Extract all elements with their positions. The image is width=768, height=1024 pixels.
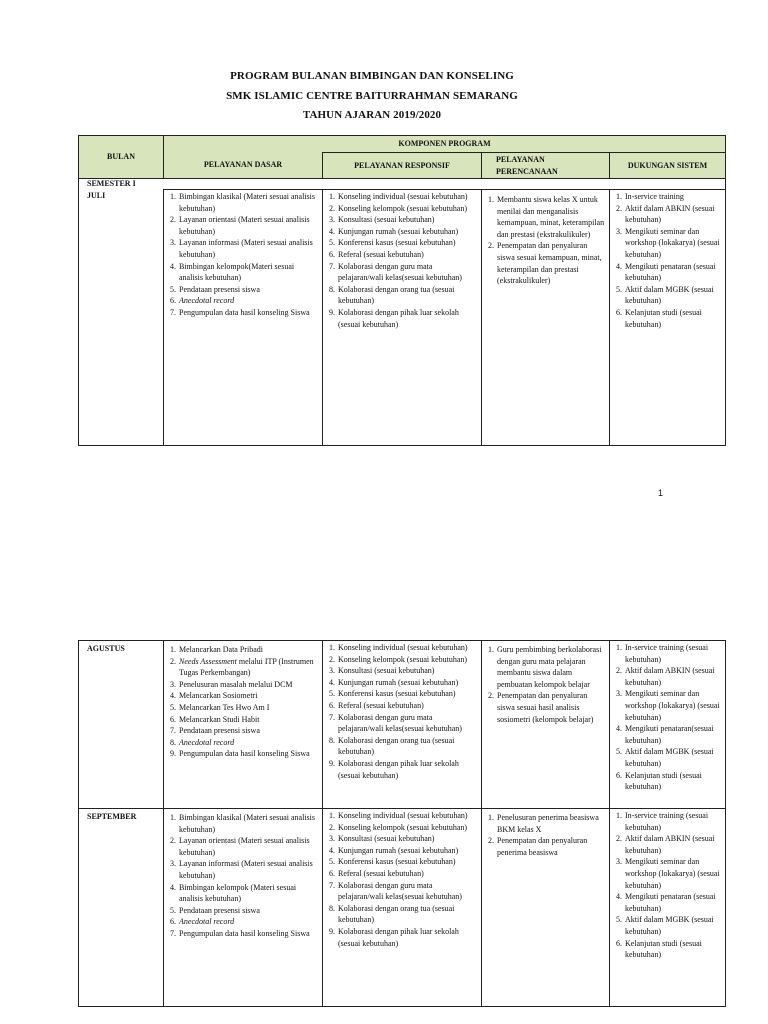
list-item-text: Penempatan dan penyaluran siswa sesuai kemampuan, minat, keterampilan dan prestasi (ekstrakulikuler) [497,241,602,286]
list-item-text: Referal (sesuai kebutuhan) [338,868,424,878]
list-item-text: Aktif dalam ABKIN (sesuai kebutuhan) [625,834,715,855]
list-item-number: 5. [329,689,335,699]
doc-title-line-3: TAHUN AJARAN 2019/2020 [302,109,442,121]
list-item-text: Aktif dalam MGBK (sesuai kebutuhan) [625,915,714,936]
list-item-number: 4. [329,226,335,236]
list-item [168,214,318,237]
list-item [327,191,477,203]
semester-label: SEMESTER I [79,179,726,190]
list-item-number: 3. [616,689,622,699]
list-item-text: Bimbingan kelompok (Materi sesuai analisis kebutuhan) [179,882,297,904]
list-item-number: 4. [170,882,176,892]
list-item [614,938,721,961]
list-item [486,194,605,240]
list-item-text: Mengikuti seminar dan workshop (lokakarya) (sesuai kebutuhan) [625,226,720,259]
list-item [168,261,318,284]
list-item-text: Bimbingan klasikal (Materi sesuai analisis kebutuhan) [179,813,315,834]
list-item-text: Aktif dalam MGBK (sesuai kebutuhan) [625,747,714,768]
list-item-number: 1. [329,811,335,820]
list-item-number: 1. [616,643,622,652]
list-item-text: Bimbingan klasikal (Materi sesuai analisis kebutuhan) [179,192,315,213]
list-item [168,858,318,881]
list-item [168,307,318,319]
list-item-number: 5. [616,747,622,757]
list-item-text: Mengikuti penataran (sesuai kebutuhan) [625,261,716,283]
list-item-text: Kelanjutan studi (sesuai kebutuhan) [625,770,702,792]
list-item-number: 6. [616,770,622,780]
list-item-number: 2. [170,836,176,846]
list-item-text: Konseling individual (sesuai kebutuhan) [338,643,468,652]
list-item [614,770,721,793]
list-item-text: Layanan informasi (Materi sesuai analisis kebutuhan) [179,859,313,880]
list-item-number: 5. [329,238,335,248]
list-item-text: Aktif dalam MGBK (sesuai kebutuhan) [625,284,714,306]
list-item-text: In-service training (sesuai kebutuhan) [625,811,709,832]
list-item [168,237,318,260]
table-row [79,190,726,446]
list-item [327,822,477,834]
list-item [168,284,318,296]
list-item-text: Pendataan presensi siswa [179,905,260,915]
list-item [168,644,318,656]
list-item-text: Needs Assessment melalui ITP (Instrumen Tugas Perkembangan) [179,656,314,678]
list-item-number: 6. [616,938,622,948]
list-item-number: 2. [488,691,494,701]
list-item-number: 9. [170,749,176,759]
cell-dasar [164,809,323,1007]
list-item-number: 7. [329,712,335,722]
list-item-number: 2. [329,822,335,832]
list-item-text: Kolaborasi dengan orang tua (sesuai kebutuhan) [338,735,455,757]
list-item-number: 2. [170,215,176,225]
list-item [168,882,318,905]
list-item-text: Kolaborasi dengan pihak luar sekolah (sesuai kebutuhan) [338,926,459,948]
list-item-number: 3. [616,857,622,867]
list-item [486,812,605,835]
list-item-text: Kolaborasi dengan guru mata pelajaran/wali kelas(sesuai kebutuhan) [338,261,462,283]
list-item-number: 2. [616,834,622,844]
list-item [614,688,721,723]
list-item-text: In-service training [625,192,684,201]
list-item [327,712,477,735]
list-item [327,226,477,238]
list-item-text: Pengumpulan data hasil konseling Siswa [179,749,310,759]
list-item-text: Kolaborasi dengan pihak luar sekolah (sesuai kebutuhan) [338,758,459,780]
list-item-text: Referal (sesuai kebutuhan) [338,249,424,259]
list-item-number: 3. [329,666,335,676]
list-item [327,868,477,880]
list-item [327,203,477,215]
list-item-number: 4. [170,691,176,701]
list-item [327,856,477,868]
list-item-number: 8. [329,903,335,913]
row-bulan: JULI [79,190,164,446]
list-item-number: 7. [170,928,176,938]
list-item-text: Kunjungan rumah (sesuai kebutuhan) [338,845,459,855]
list-item [168,928,318,940]
list-item [327,237,477,249]
row-bulan: SEPTEMBER [79,809,164,1007]
list-item-text: Kolaborasi dengan orang tua (sesuai kebutuhan) [338,903,455,925]
list-item-number: 4. [329,677,335,687]
list-item-number: 4. [616,261,622,271]
list-item [168,295,318,307]
list-item-text: Anecdotal record [179,296,235,306]
list-item-number: 9. [329,307,335,317]
list-item-text: Pengumpulan data hasil konseling Siswa [179,307,310,317]
list-item [614,746,721,769]
header-bulan: BULAN [79,136,164,179]
list-item-number: 3. [170,859,176,869]
list-item [327,249,477,261]
list-item-number: 1. [488,645,494,654]
list-item-text: Penempatan dan penyaluran penerima beasiswa [497,836,588,857]
list-item [614,307,721,330]
list-item-number: 1. [488,813,494,822]
list-item-number: 5. [616,915,622,925]
list-item-number: 1. [329,643,335,652]
list-item-text: Pendataan presensi siswa [179,726,260,736]
list-item-text: Penelusuran penerima beasiswa BKM kelas X [497,813,599,834]
list-item-number: 1. [170,192,176,201]
cell-dukungan [610,190,726,446]
list-item [614,810,721,833]
list-item-text: Kolaborasi dengan orang tua (sesuai kebutuhan) [338,284,455,306]
list-item-text: Referal (sesuai kebutuhan) [338,700,424,710]
doc-title-line-2: SMK ISLAMIC CENTRE BAITURRAHMAN SEMARANG [226,90,518,102]
list-item-text: Kelanjutan studi (sesuai kebutuhan) [625,307,702,329]
list-item [168,690,318,702]
list-item-text: Kelanjutan studi (sesuai kebutuhan) [625,938,702,960]
cell-responsif [323,809,482,1007]
list-item-number: 6. [170,714,176,724]
cell-perencanaan [482,190,610,446]
cell-dasar [164,641,323,809]
list-item-text: Konsultasi (sesuai kebutuhan) [338,834,435,844]
list-item [327,700,477,712]
list-item-text: Aktif dalam ABKIN (sesuai kebutuhan) [625,203,715,225]
list-item-number: 6. [170,296,176,306]
list-item [168,191,318,214]
list-item-number: 5. [170,905,176,915]
list-item-number: 7. [329,261,335,271]
list-item [327,880,477,903]
list-item [168,905,318,917]
list-item-text: Penelusuran masalah melalui DCM [179,679,293,689]
list-item [486,240,605,286]
list-item [168,737,318,749]
list-item [614,723,721,746]
list-item [327,735,477,758]
list-item-text: Layanan orientasi (Materi sesuai analisis kebutuhan) [179,836,310,857]
list-item-text: Konseling kelompok (sesuai kebutuhan) [338,203,468,213]
header-responsif: PELAYANAN RESPONSIF [323,153,482,179]
list-item [614,261,721,284]
list-item-number: 1. [170,645,176,654]
list-item-number: 6. [616,307,622,317]
list-item-number: 7. [170,307,176,317]
list-item-number: 4. [616,724,622,734]
list-item-number: 2. [616,203,622,213]
list-item-text: Melancarkan Tes Hwo Am I [179,702,270,712]
list-item-text: Melancarkan Studi Habit [179,714,260,724]
list-item [327,677,477,689]
list-item [614,191,721,203]
list-item-text: Mengikuti penataran(sesuai kebutuhan) [625,724,714,745]
list-item [614,665,721,688]
list-item-text: Konseling kelompok (sesuai kebutuhan) [338,654,468,664]
list-item [614,833,721,856]
list-item-number: 9. [329,758,335,768]
list-item-text: Membantu siswa kelas X untuk menilai dan menganalisis kemampuan, minat, keterampilan dan prestasi (ekstrakulikuler) [497,195,605,239]
table-row [79,809,726,1007]
list-item-text: Guru pembimbing berkolaborasi dengan guru mata pelajaran membantu siswa dalam pembuatan kelompok belajar [497,645,602,689]
header-dukungan: DUKUNGAN SISTEM [610,153,726,179]
list-item-number: 4. [616,892,622,902]
list-item-number: 1. [616,811,622,820]
list-item-text: Kolaborasi dengan guru mata pelajaran/wali kelas(sesuai kebutuhan) [338,712,462,734]
cell-responsif [323,641,482,809]
list-item [614,284,721,307]
list-item [327,307,477,330]
list-item [168,748,318,760]
list-item-number: 2. [329,203,335,213]
table-row [79,641,726,809]
list-item-text: Mengikuti seminar dan workshop (lokakarya) (sesuai kebutuhan) [625,857,720,890]
list-item-text: Aktif dalam ABKIN (sesuai kebutuhan) [625,666,715,687]
list-item-text: Konseling kelompok (sesuai kebutuhan) [338,822,468,832]
list-item-text: Mengikuti penataran (sesuai kebutuhan) [625,892,716,913]
cell-dasar [164,190,323,446]
list-item-number: 2. [488,836,494,846]
list-item-number: 4. [170,261,176,271]
list-item-text: Konsultasi (sesuai kebutuhan) [338,215,435,225]
list-item-text: Mengikuti seminar dan workshop (lokakarya) (sesuai kebutuhan) [625,689,720,722]
list-item-number: 7. [329,880,335,890]
cell-responsif [323,190,482,446]
list-item-number: 6. [170,917,176,927]
list-item [168,725,318,737]
list-item-text: Layanan orientasi (Materi sesuai analisis kebutuhan) [179,215,310,236]
list-item [168,916,318,928]
list-item [327,214,477,226]
list-item-number: 9. [329,926,335,936]
list-item-number: 2. [616,666,622,676]
list-item [486,644,605,690]
list-item-number: 5. [170,702,176,712]
list-item-number: 3. [329,215,335,225]
list-item [168,656,318,679]
list-item-number: 8. [329,735,335,745]
list-item-number: 5. [170,284,176,294]
list-item-number: 3. [329,834,335,844]
list-item [327,261,477,284]
list-item-number: 6. [329,868,335,878]
list-item [327,903,477,926]
list-item-text: Kolaborasi dengan guru mata pelajaran/wali kelas(sesuai kebutuhan) [338,880,462,902]
list-item-text: Pengumpulan data hasil konseling Siswa [179,928,310,938]
list-item [614,203,721,226]
list-item-text: Melancarkan Data Pribadi [179,645,263,654]
list-item-text: Anecdotal record [179,917,235,927]
list-item-text: Kolaborasi dengan pihak luar sekolah (sesuai kebutuhan) [338,307,459,329]
list-item [327,665,477,677]
list-item [486,690,605,725]
list-item [614,856,721,891]
list-item [614,226,721,261]
list-item-number: 4. [329,845,335,855]
list-item-text: Penempatan dan penyaluran siswa sesuai hasil analisis sosiometri (kelompok belajar) [497,691,594,724]
list-item-text: In-service training (sesuai kebutuhan) [625,643,709,664]
list-item [486,835,605,858]
list-item [168,835,318,858]
list-item [327,926,477,949]
list-item-text: Anecdotal record [179,737,235,747]
list-item-number: 3. [616,226,622,236]
list-item-text: Konferensi kasus (sesuai kebutuhan) [338,238,456,248]
list-item-number: 8. [329,284,335,294]
list-item-number: 5. [616,284,622,294]
list-item-text: Konseling individual (sesuai kebutuhan) [338,811,468,820]
list-item [327,688,477,700]
list-item-text: Konferensi kasus (sesuai kebutuhan) [338,857,456,867]
list-item-text: Layanan informasi (Materi sesuai analisis kebutuhan) [179,238,313,259]
list-item-text: Konsultasi (sesuai kebutuhan) [338,666,435,676]
list-item-number: 3. [170,238,176,248]
list-item [168,812,318,835]
page-number: 1 [658,488,664,498]
list-item [327,654,477,666]
list-item-number: 8. [170,737,176,747]
list-item-number: 6. [329,700,335,710]
cell-perencanaan [482,641,610,809]
list-item-number: 5. [329,857,335,867]
program-table-page-2 [78,640,726,1007]
list-item-text: Pendataan presensi siswa [179,284,260,294]
list-item [614,642,721,665]
list-item-text: Kunjungan rumah (sesuai kebutuhan) [338,226,459,236]
list-item [327,833,477,845]
header-perencanaan: PELAYANAN PERENCANAAN [482,153,610,179]
list-item-number: 2. [170,656,176,666]
list-item-text: Konseling individual (sesuai kebutuhan) [338,192,468,201]
list-item [168,702,318,714]
list-item-number: 2. [329,654,335,664]
list-item-text: Kunjungan rumah (sesuai kebutuhan) [338,677,459,687]
row-bulan: AGUSTUS [79,641,164,809]
list-item [327,758,477,781]
list-item-text: Melancarkan Sosiometri [179,691,258,701]
list-item-number: 7. [170,726,176,736]
list-item [327,284,477,307]
list-item [168,679,318,691]
header-komponen: KOMPONEN PROGRAM [164,136,726,153]
list-item [168,714,318,726]
list-item-number: 3. [170,679,176,689]
cell-dukungan [610,809,726,1007]
list-item-number: 2. [488,241,494,251]
list-item [327,845,477,857]
list-item [614,914,721,937]
list-item-number: 1. [170,813,176,822]
doc-title-line-1: PROGRAM BULANAN BIMBINGAN DAN KONSELING [230,70,514,82]
list-item [614,891,721,914]
list-item-number: 1. [329,192,335,201]
header-dasar: PELAYANAN DASAR [164,153,323,179]
list-item-number: 1. [616,192,622,201]
list-item [327,810,477,822]
list-item-text: Konferensi kasus (sesuai kebutuhan) [338,689,456,699]
list-item-number: 1. [488,195,494,204]
program-table-page-1 [78,135,726,446]
list-item-number: 6. [329,249,335,259]
cell-dukungan [610,641,726,809]
list-item [327,642,477,654]
cell-perencanaan [482,809,610,1007]
list-item-text: Bimbingan kelompok(Materi sesuai analisis kebutuhan) [179,261,295,283]
